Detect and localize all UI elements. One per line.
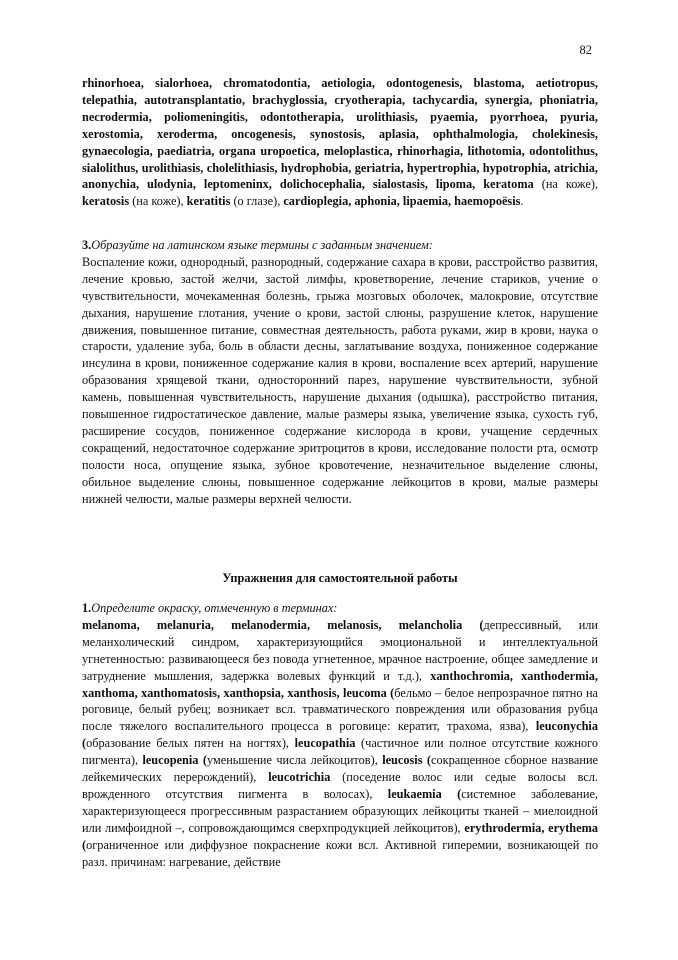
term-plain-text: (на коже), [129, 194, 187, 209]
page-number: 82 [579, 43, 592, 57]
term-plain-text: (частичное или полное отсутствие кожного пигмента), [82, 736, 598, 768]
term-bold-text: xanthochromia, xanthodermia, xanthoma, xanthomatosis, xanthopsia, xanthosis, leucoma ( [82, 668, 599, 700]
section-title: Упражнения для самостоятельной работы [222, 571, 458, 585]
task-1-number: 1. [82, 601, 92, 615]
term-bold-text: erythrodermia, erythema ( [82, 820, 598, 852]
task-1-title: Определите окраску, отмеченную в терминах: [91, 601, 338, 615]
term-bold-text: melanoma, melanuria, melanodermia, melanosis, melancholia ( [82, 617, 484, 632]
term-bold-text: leucosis ( [382, 753, 432, 768]
term-plain-text: (о глазе), [230, 194, 284, 209]
term-bold-text: leucotrichia [268, 770, 331, 785]
task-3-title: Образуйте на латинском языке термины с заданным значением: [91, 238, 433, 252]
term-plain-text: депрессивный, или меланхолический синдром, характеризующийся эмоциональной и интеллектуальной угнетенностью: развивающееся без повода угнетенное, мрачное настроение, общее замедление и затруднение мышления, задержка волевых функций и т.д.), [82, 617, 598, 683]
term-plain-text: системное заболевание, характеризующееся прогрессивным разрастанием образующих лейкоциты тканей – миелоидной или лимфоидной –, сопровождающимся сверхпродукцией лейкоцитов), [82, 786, 598, 835]
term-bold-text: leucopenia ( [142, 753, 207, 768]
task-3 [82, 237, 598, 508]
term-bold-text: rhinorhoea, sialorhoea, chromatodontia, aetiologia, odontogenesis, blastoma, aetiotropus, telepathia, autotransplantatio, brachyglossia, cryotherapia, tachycardia, synergia, phoniatria, necrodermia, poliomeningitis, odontotherapia, urolithiasis, pyaemia, pyorrhoea, pyuria, xerostomia, xeroderma, oncogenesis, synostosis, aplasia, ophthalmologia, cholekinesis, gynaecologia, paediatria, organa uropoetica, meloplastica, rhinorhagia, lithotomia, odontolithus, sialolithus, urolithiasis, cholelithiasis, hydrophobia, geriatria, hypertrophia, hypotrophia, atrichia, anonychia, ulodynia, leptomeninx, dolichocephalia, sialostasis, lipoma, keratoma [82, 76, 598, 192]
term-plain-text: уменьшение числа лейкоцитов), [206, 753, 383, 768]
term-bold-text: keratosis [82, 194, 130, 209]
term-plain-text: сокращенное сборное название лейкемических перерождений), [82, 753, 598, 785]
task-1 [82, 600, 598, 871]
task-1-body [82, 617, 598, 871]
term-plain-text: . [520, 194, 524, 209]
term-bold-text: leukaemia ( [387, 786, 462, 801]
task-3-heading [82, 237, 598, 254]
term-bold-text: leucopathia [294, 736, 356, 751]
task-3-number: 3. [82, 238, 92, 252]
term-plain-text: образование белых пятен на ногтях), [86, 736, 295, 751]
term-bold-text: leuconychia ( [82, 719, 598, 751]
term-bold-text: keratitis [186, 194, 231, 209]
term-plain-text: (поседение волос или седые волосы всл. врожденного отсутствия пигмента в волосах), [82, 770, 599, 801]
term-plain-text: бельмо – белое непрозрачное пятно на роговице, белый рубец; возникает всл. травматического повреждения или образования рубца после тяжелого воспалительного процесса в роговице: кератит, трахома, язва), [82, 685, 598, 734]
term-bold-text: cardioplegia, aphonia, lipaemia, haemopoёsis [283, 194, 521, 209]
task-3-body: Воспаление кожи, однородный, разнородный, содержание сахара в крови, расстройство развития, лечение кровью, застой желчи, застой лимфы, кроветворение, лечение стариков, учение о чувствительности, мочекаменная болезнь, грыжа мозговых оболочек, малокровие, отсутствие дыхания, нарушение глотания, учение о крови, застой слюны, разрушение клеток, нарушение движения, повышенное питание, совместная деятельность, работа руками, жир в крови, наука о старости, удаление зуба, боль в области десны, заглатывание воздуха, пониженное содержание инсулина в крови, пониженное содержание калия в крови, воспаление всех артерий, нарушение образования хрящевой ткани, односторонний парез, нарушение чувствительности, зубной камень, повышенная чувствительность, нарушение дыхания (одышка), расстройство питания, повышенное гидростатическое давление, малые размеры языка, увеличение языка, сухость губ, расширение сосудов, пониженное содержание кислорода в крови, учащение сердечных сокращений, недостаточное содержание эритроцитов в крови, исследование полости рта, осмотр полости носа, опущение языка, зубное кровотечение, незначительное выделение слюны, обильное выделение слюны, повышенное содержание лейкоцитов в крови, малые размеры нижней челюсти, малые размеры верхней челюсти. [82, 254, 598, 506]
term-plain-text: (на коже), [533, 177, 598, 192]
term-list-paragraph [82, 75, 598, 210]
term-plain-text: ограниченное или диффузное покраснение кожи всл. Активной гиперемии, возникающей по разл. причинам: нагревание, действие [82, 837, 598, 869]
task-1-heading [82, 600, 598, 617]
